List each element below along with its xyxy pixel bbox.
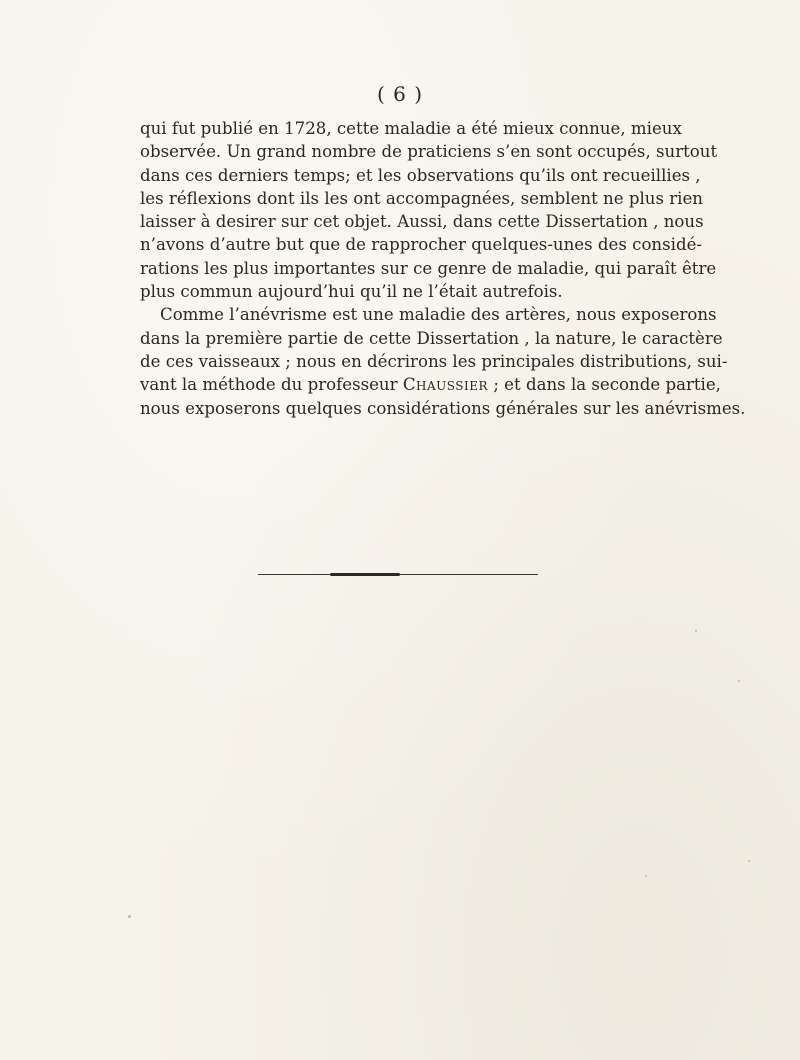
text-line: qui fut publié en 1728, cette maladie a été mieux connue, mieux	[140, 119, 682, 138]
paper-speck	[128, 915, 131, 918]
text-line: dans ces derniers temps; et les observations qu’ils ont recueillies ,	[140, 165, 701, 185]
page-number: ( 6 )	[376, 82, 424, 106]
paper-speck	[738, 680, 740, 682]
author-name: Chaussier	[402, 375, 489, 395]
text-line: de ces vaisseaux ; nous en décrirons les principales distributions, sui-	[140, 351, 728, 371]
text-line: nous exposerons quelques considérations générales sur les anévrismes.	[140, 398, 746, 418]
text-line: plus commun aujourd’hui qu’il ne l’était autrefois.	[140, 282, 563, 302]
text-line: Comme l’anévrisme est une maladie des artères, nous exposerons	[160, 305, 717, 325]
text-line-with-name	[140, 373, 721, 396]
paper-speck	[695, 630, 697, 632]
text-line: les réflexions dont ils les ont accompagnées, semblent ne plus rien	[140, 188, 703, 208]
text-segment: vant la méthode du professeur	[140, 375, 403, 395]
body-text	[140, 117, 746, 420]
text-line: rations les plus importantes sur ce genre de maladie, qui paraît être	[140, 258, 717, 278]
paper-speck	[748, 860, 750, 862]
text-line: dans la première partie de cette Dissertation , la nature, le caractère	[140, 328, 723, 348]
text-line: n’avons d’autre but que de rapprocher quelques-unes des considé-	[140, 235, 702, 255]
text-line: laisser à desirer sur cet objet. Aussi, dans cette Dissertation , nous	[140, 212, 704, 232]
section-divider	[258, 573, 538, 576]
divider-thick-segment	[330, 573, 400, 576]
text-line: observée. Un grand nombre de praticiens s’en sont occupés, surtout	[140, 142, 718, 162]
paper-speck	[645, 875, 647, 877]
text-segment: ; et dans la seconde partie,	[488, 375, 721, 395]
